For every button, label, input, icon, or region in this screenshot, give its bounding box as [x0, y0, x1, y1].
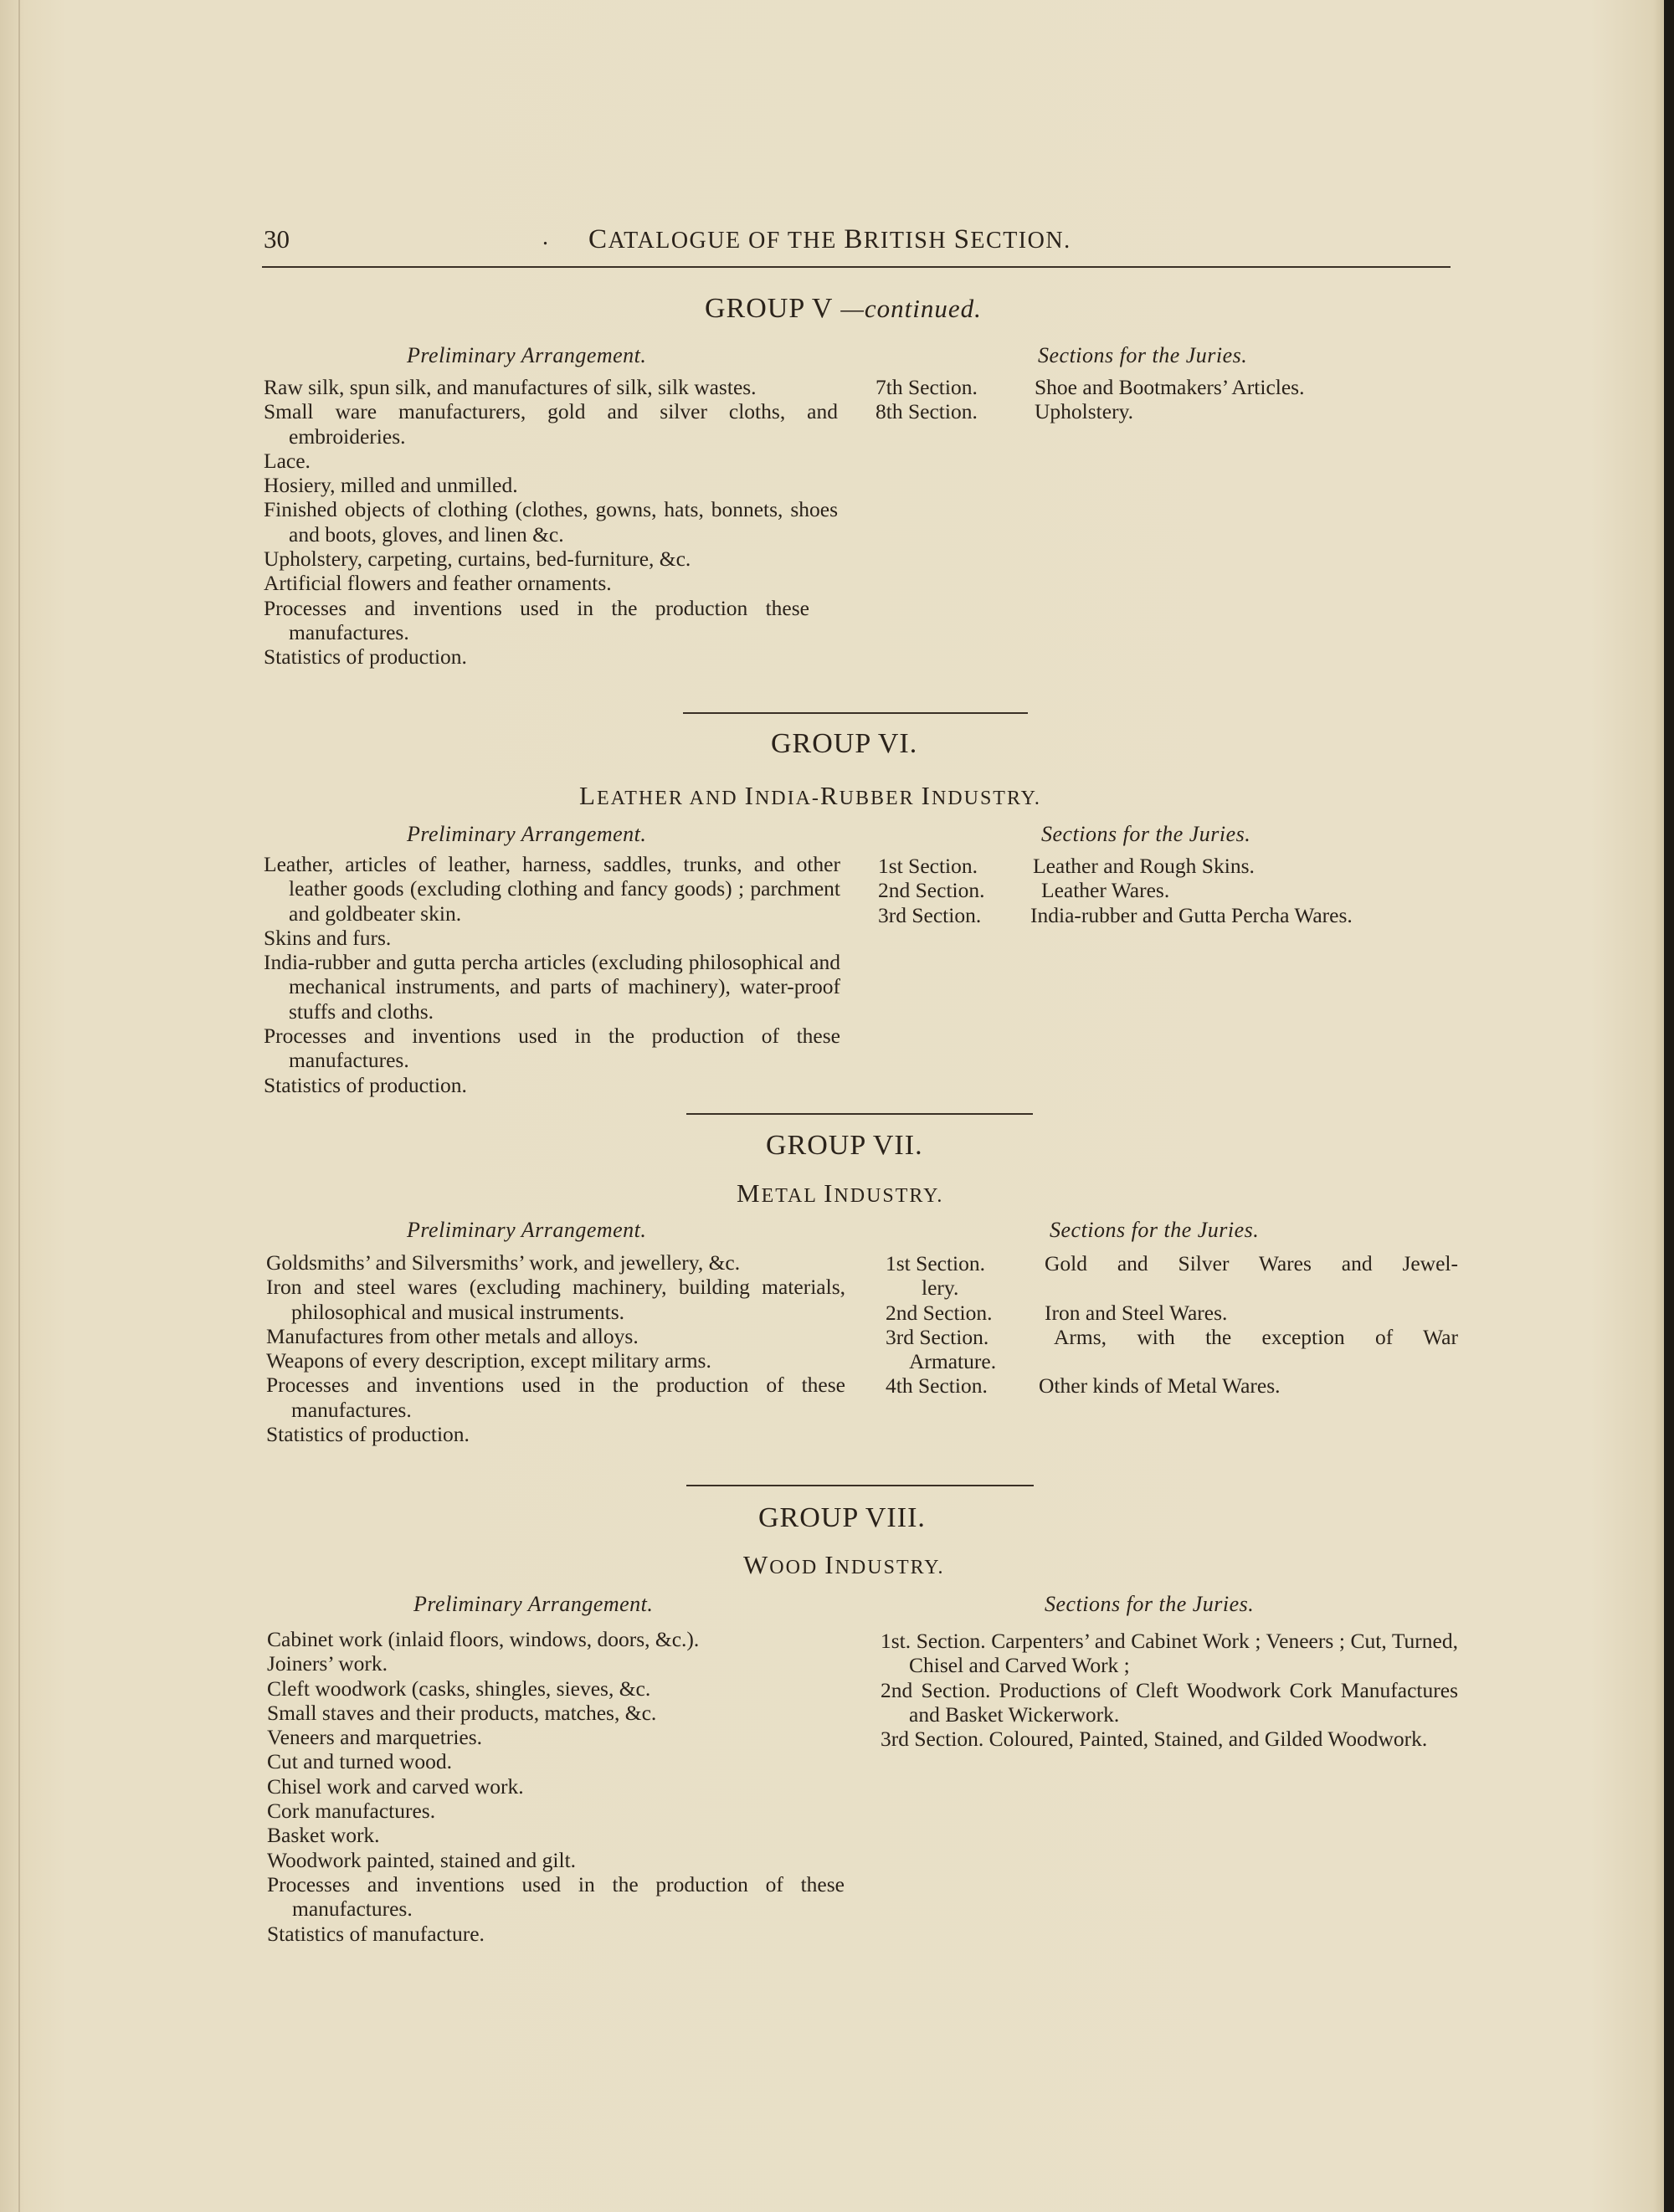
group-7-right-heading: Sections for the Juries. — [1050, 1218, 1260, 1242]
group-7-subtitle: METAL INDUSTRY. — [737, 1178, 944, 1208]
group-6-right-heading: Sections for the Juries. — [1041, 822, 1251, 846]
section-row-continued: Armature. — [909, 1349, 997, 1374]
running-header — [264, 224, 1451, 258]
list-item: Chisel work and carved work. — [267, 1773, 524, 1799]
list-item: Finished objects of clothing (clothes, gowns, hats, bonnets, shoes and boots, gloves, and linen &c. — [264, 497, 838, 547]
group-6-subtitle: LEATHER AND INDIA-RUBBER INDUSTRY. — [579, 781, 1041, 810]
list-item: Statistics of production. — [266, 1422, 470, 1447]
group-8-items — [267, 1627, 845, 1946]
separator-rule — [686, 1485, 1034, 1486]
list-item: Woodwork painted, stained and gilt. — [267, 1847, 577, 1872]
section-row: 3rd Section. Arms, with the exception of War — [886, 1324, 1458, 1349]
group-5-right-heading: Sections for the Juries. — [1038, 343, 1248, 367]
group-7-title: GROUP VII. — [766, 1130, 923, 1161]
list-item: Cut and turned wood. — [267, 1749, 452, 1774]
list-item: Basket work. — [267, 1823, 380, 1848]
list-item: Statistics of production. — [264, 1072, 467, 1097]
list-item: Weapons of every description, except military arms. — [266, 1348, 711, 1373]
group-8-title: GROUP VIII. — [758, 1502, 926, 1533]
section-row: 2nd Section. Productions of Cleft Woodwork Cork Manufactures and Basket Wickerwork. — [881, 1677, 1458, 1727]
group-6-items — [264, 852, 840, 1097]
section-row: 3rd Section. India-rubber and Gutta Percha Wares. — [878, 902, 1353, 927]
group-5-title: GROUP V —continued. — [705, 293, 982, 324]
list-item: Raw silk, spun silk, and manufactures of silk, silk wastes. — [264, 375, 757, 399]
list-item: Processes and inventions used in the production of these manufactures. — [267, 1871, 845, 1922]
list-item: Processes and inventions used in the production of these manufactures. — [264, 1024, 840, 1073]
separator-rule — [686, 1113, 1033, 1115]
list-item: Artificial flowers and feather ornaments. — [264, 571, 612, 596]
list-item: Cabinet work (inlaid floors, windows, doors, &c.). — [267, 1627, 700, 1651]
list-item: Cork manufactures. — [267, 1799, 436, 1824]
group-6-title: GROUP VI. — [771, 728, 918, 759]
group-7-sections — [886, 1251, 1465, 1399]
group-8-right-heading: Sections for the Juries. — [1045, 1592, 1255, 1616]
list-item: Hosiery, milled and unmilled. — [264, 473, 518, 498]
header-rule — [262, 266, 1451, 268]
list-item: India-rubber and gutta percha articles (excluding philosophical and mechanical instruments, and parts of machinery), water-proof stuffs and cloths. — [264, 950, 840, 1024]
group-6-left-heading: Preliminary Arrangement. — [407, 822, 647, 846]
list-item: Cleft woodwork (casks, shingles, sieves, &c. — [267, 1676, 651, 1701]
section-row: 4th Section. Other kinds of Metal Wares. — [886, 1373, 1281, 1399]
section-row: 3rd Section. Coloured, Painted, Stained, and Gilded Woodwork. — [881, 1727, 1428, 1752]
group-5-left-heading: Preliminary Arrangement. — [407, 343, 647, 367]
list-item: Lace. — [264, 448, 311, 473]
list-item: Small ware manufacturers, gold and silver cloths, and embroideries. — [264, 399, 838, 449]
group-5-items — [264, 375, 838, 670]
list-item: Goldsmiths’ and Silversmiths’ work, and jewellery, &c. — [266, 1250, 741, 1275]
list-item: Processes and inventions used in the production these manufactures. — [264, 595, 809, 644]
list-item: Manufactures from other metals and alloys. — [266, 1323, 639, 1348]
list-item: Statistics of production. — [264, 644, 467, 670]
separator-rule — [683, 712, 1028, 714]
section-row-continued: lery. — [922, 1275, 959, 1301]
section-row: 1st. Section. Carpenters’ and Cabinet Work ; Veneers ; Cut, Turned, Chisel and Carved Work ; — [881, 1629, 1458, 1678]
section-row: 1st Section. Gold and Silver Wares and Jewel- — [886, 1251, 1458, 1275]
page-number: 30 — [264, 224, 290, 254]
list-item: Upholstery, carpeting, curtains, bed-furniture, &c. — [264, 547, 691, 572]
list-item: Leather, articles of leather, harness, saddles, trunks, and other leather goods (excluding clothing and fancy goods) ; parchment and goldbeater skin. — [264, 852, 840, 926]
group-5-sections — [876, 375, 1411, 424]
group-7-items — [266, 1250, 845, 1446]
section-row: 7th Section. Shoe and Bootmakers’ Articles. — [876, 375, 1305, 399]
section-row: 1st Section. Leather and Rough Skins. — [878, 854, 1255, 878]
list-item: Joiners’ work. — [267, 1651, 388, 1676]
section-row: 8th Section. Upholstery. — [876, 399, 1134, 424]
list-item: Processes and inventions used in the production of these manufactures. — [266, 1373, 845, 1422]
list-item: Veneers and marquetries. — [267, 1725, 483, 1750]
group-6-sections — [878, 854, 1464, 927]
group-8-subtitle: WOOD INDUSTRY. — [743, 1550, 945, 1579]
list-item: Iron and steel wares (excluding machinery, building materials, philosophical and musical instruments. — [266, 1275, 845, 1324]
group-8-sections — [881, 1629, 1458, 1751]
scan-edge — [1664, 0, 1674, 2212]
running-title: CATALOGUE OF THE BRITISH SECTION. — [588, 224, 1071, 254]
group-8-left-heading: Preliminary Arrangement. — [413, 1592, 654, 1616]
list-item: Statistics of manufacture. — [267, 1921, 485, 1946]
list-item: Small staves and their products, matches, &c. — [267, 1700, 657, 1725]
section-row: 2nd Section. Leather Wares. — [878, 878, 1170, 903]
group-7-left-heading: Preliminary Arrangement. — [407, 1218, 647, 1242]
header-separator: . — [542, 224, 548, 250]
list-item: Skins and furs. — [264, 925, 392, 950]
page-fold — [18, 0, 20, 2212]
section-row: 2nd Section. Iron and Steel Wares. — [886, 1300, 1228, 1325]
